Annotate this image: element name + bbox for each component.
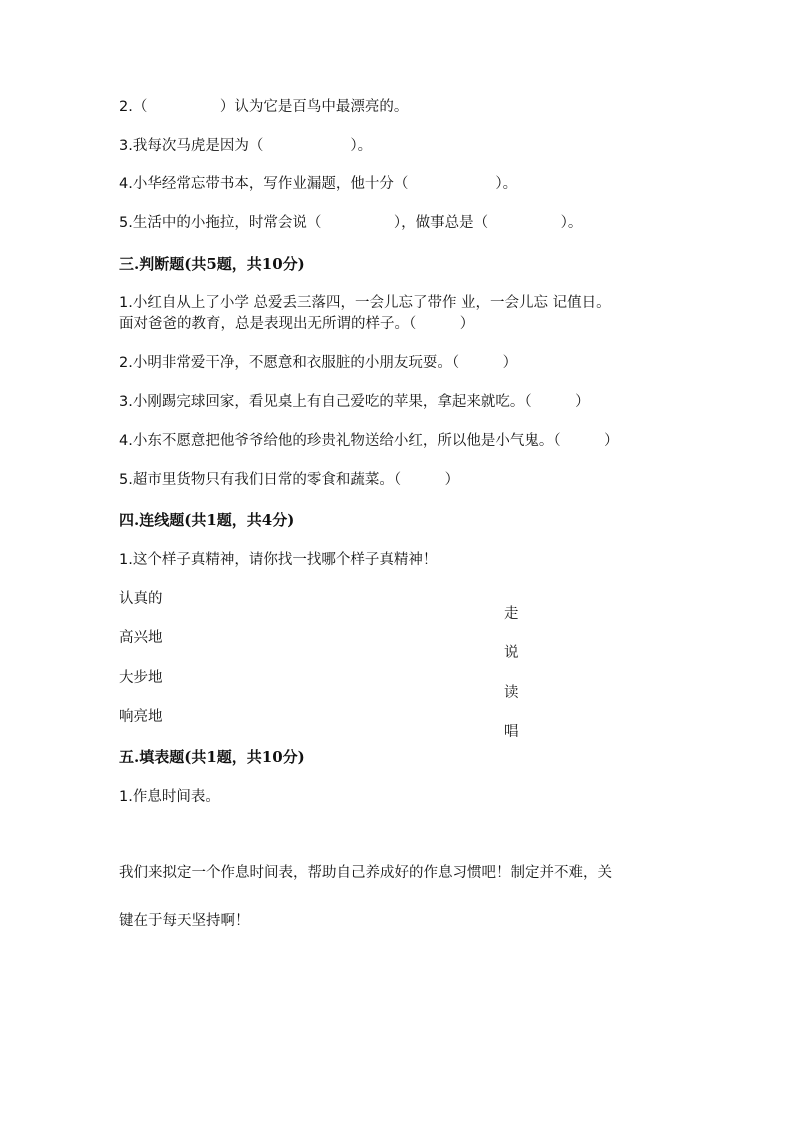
- match-right-item-2: 说: [504, 644, 519, 661]
- match-left-item-3: 大步地: [119, 670, 163, 686]
- match-question-1: 1.这个样子真精神，请你找一找哪个样子真精神！: [119, 552, 438, 568]
- table-section-heading: 五.填表题(共1题，共10分): [119, 748, 305, 766]
- judge-question-2: 2.小明非常爱干净，不愿意和衣服脏的小朋友玩耍。（ ）: [119, 355, 518, 371]
- table-paragraph-line-2: 键在于每天坚持啊！: [119, 913, 250, 929]
- match-right-item-1: 走: [504, 605, 519, 622]
- table-question-1: 1.作息时间表。: [119, 789, 220, 805]
- table-paragraph-line-1: 我们来拟定一个作息时间表，帮助自己养成好的作息习惯吧！制定并不难，关: [119, 865, 612, 881]
- judge-question-3: 3.小刚踢完球回家，看见桌上有自己爱吃的苹果，拿起来就吃。（ ）: [119, 394, 590, 410]
- judge-question-1-line-1: 1.小红自从上了小学 总爱丢三落四，一会儿忘了带作 业，一会儿忘 记值日。: [119, 295, 611, 311]
- judge-question-1-line-2: 面对爸爸的教育，总是表现出无所谓的样子。（ ）: [119, 316, 475, 332]
- fill-blank-question-2: 2.（ ）认为它是百鸟中最漂亮的。: [119, 99, 409, 115]
- judge-section-heading: 三.判断题(共5题，共10分): [119, 255, 305, 273]
- fill-blank-question-4: 4.小华经常忘带书本，写作业漏题，他十分（ ）。: [119, 176, 518, 192]
- match-left-item-4: 响亮地: [119, 709, 163, 725]
- match-section-heading: 四.连线题(共1题，共4分): [119, 511, 295, 529]
- match-left-item-2: 高兴地: [119, 630, 163, 646]
- match-right-item-4: 唱: [504, 723, 519, 740]
- fill-blank-question-5: 5.生活中的小拖拉，时常会说（ ），做事总是（ ）。: [119, 215, 583, 231]
- judge-question-5: 5.超市里货物只有我们日常的零食和蔬菜。（ ）: [119, 472, 460, 488]
- judge-question-4: 4.小东不愿意把他爷爷给他的珍贵礼物送给小红，所以他是小气鬼。（ ）: [119, 433, 619, 449]
- match-right-item-3: 读: [504, 684, 519, 701]
- fill-blank-question-3: 3.我每次马虎是因为（ ）。: [119, 138, 373, 154]
- match-left-item-1: 认真的: [119, 591, 163, 607]
